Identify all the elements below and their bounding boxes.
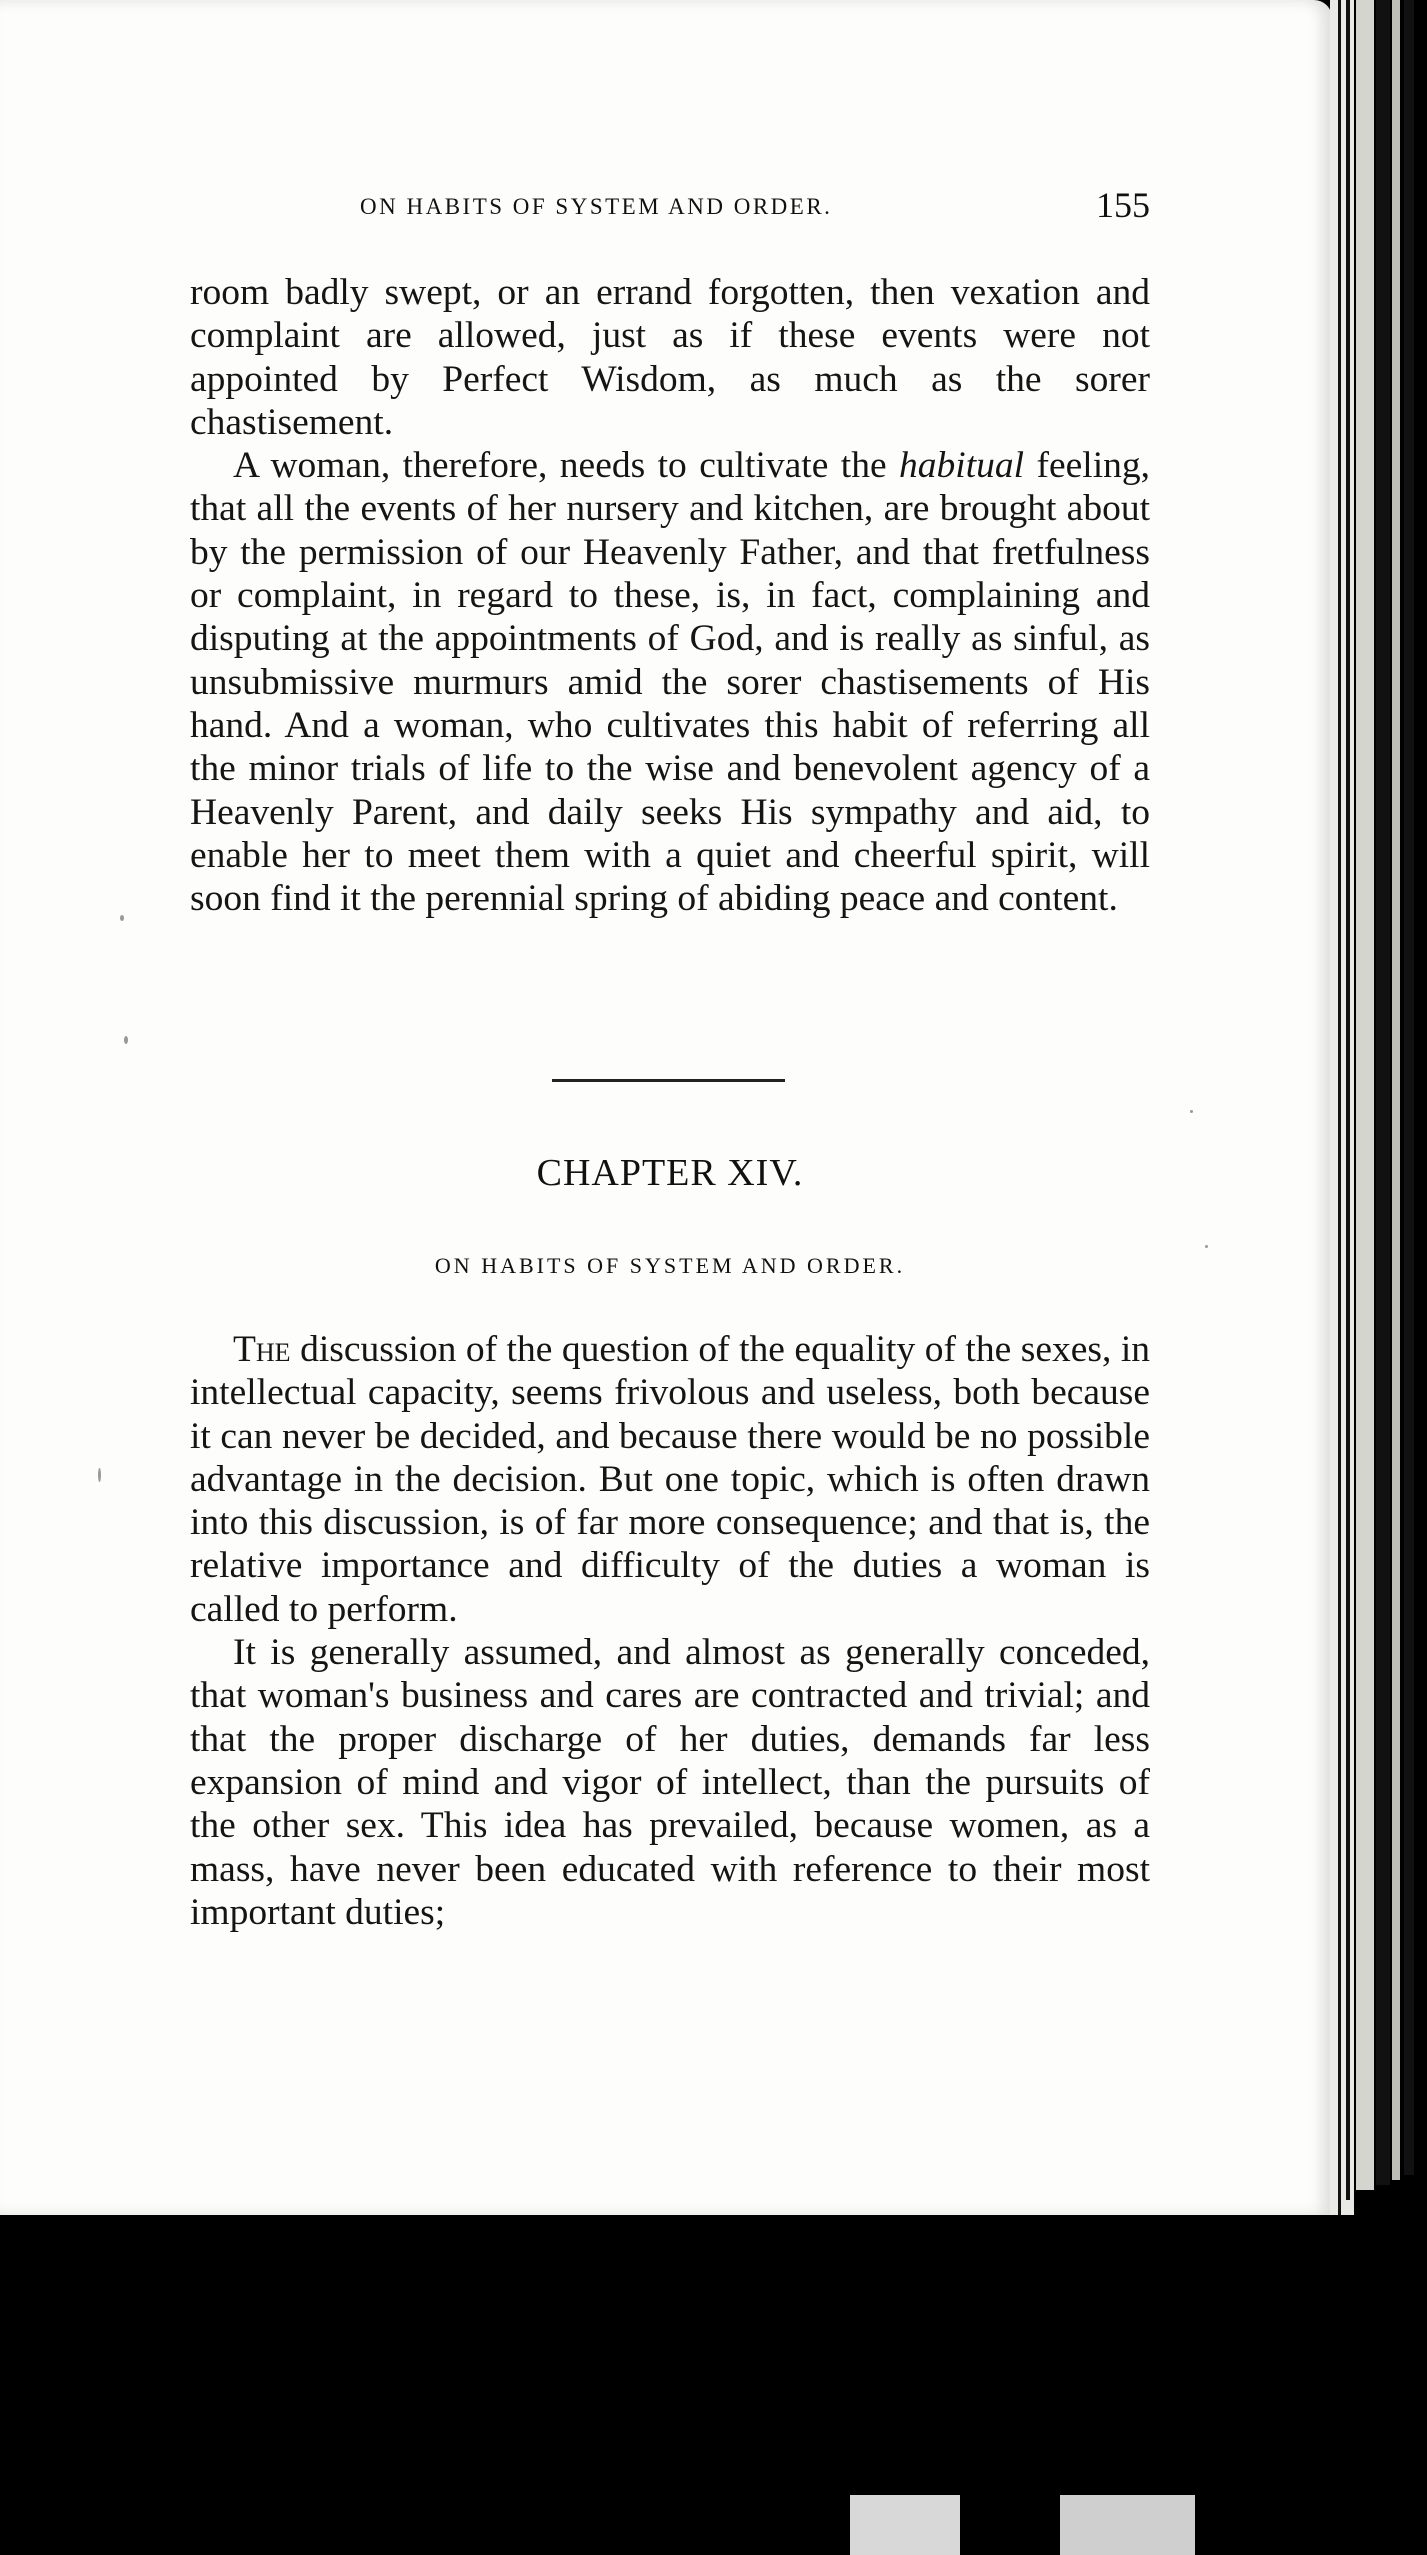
running-title: ON HABITS OF SYSTEM AND ORDER. xyxy=(360,194,833,219)
emphasis-word: habitual xyxy=(899,445,1025,487)
lead-word: The xyxy=(233,1329,291,1370)
scan-speck xyxy=(124,1036,128,1044)
page-edge-line xyxy=(1338,0,1341,2215)
scan-speck xyxy=(1205,1245,1208,1248)
paragraph-text: A woman, therefore, needs to cultivate the xyxy=(233,445,900,487)
page-edge xyxy=(1392,0,1400,2180)
scan-speck xyxy=(1190,1110,1193,1113)
paragraph-continued: room badly swept, or an errand forgotten, then vexation and complaint are allowed, just as if these events were not appointed by Perfect Wisdom, as much as the sorer chastisement. xyxy=(190,272,1150,443)
continued-text xyxy=(190,271,1150,920)
page-edge xyxy=(1330,0,1354,2215)
paragraph-text: discussion of the question of the equality of the sexes, in intellectual capacity, seems frivolous and useless, both because it can never be decided, and because there would be no possible advantage in the decision. But one topic, which is often drawn into this discussion, is of far more consequence; and that is, the relative importance and difficulty of the duties a woman is called to perform. xyxy=(190,1329,1150,1630)
chapter-subtitle: ON HABITS OF SYSTEM AND ORDER. xyxy=(434,1253,906,1278)
page-number: 155 xyxy=(1096,185,1150,225)
scan-fragment xyxy=(1060,2495,1195,2555)
paragraph-habitual-feeling xyxy=(190,444,1150,920)
scan-speck xyxy=(98,1468,101,1482)
page-edge-line xyxy=(1404,0,1414,2175)
paragraph-woman-business: It is generally assumed, and almost as generally conceded, that woman's business and cares are contracted and trivial; and that the proper discharge of her duties, demands far less expansion of mind and vigor of intellect, than the pursuits of the other sex. This idea has prevailed, because women, as a mass, have never been educated with reference to their most important duties; xyxy=(190,1632,1150,1933)
section-divider xyxy=(552,1079,785,1082)
paragraph-text: feeling, that all the events of her nursery and kitchen, are brought about by the permission of our Heavenly Father, and that fretfulness or complaint, in regard to these, is, in fact, complaining and disputing at the appointments of God, and is really as sinful, as unsubmissive murmurs amid the sorer chastisements of His hand. And a woman, who cultivates this habit of referring all the minor trials of life to the wise and benevolent agency of a Heavenly Parent, and daily seeks His sympathy and aid, to enable her to meet them with a quiet and cheerful spirit, will soon find it the perennial spring of abiding peace and content. xyxy=(190,445,1150,920)
scan-speck xyxy=(120,915,124,921)
scan-fragment xyxy=(850,2495,960,2555)
chapter-text xyxy=(190,1328,1150,1934)
page-edge-line xyxy=(1346,0,1350,2200)
paragraph-equality-of-sexes xyxy=(190,1328,1150,1631)
page-edge xyxy=(1356,0,1374,2190)
page-edge-line xyxy=(1376,0,1390,2185)
chapter-title: CHAPTER XIV. xyxy=(536,1152,804,1194)
running-head xyxy=(190,185,1150,228)
